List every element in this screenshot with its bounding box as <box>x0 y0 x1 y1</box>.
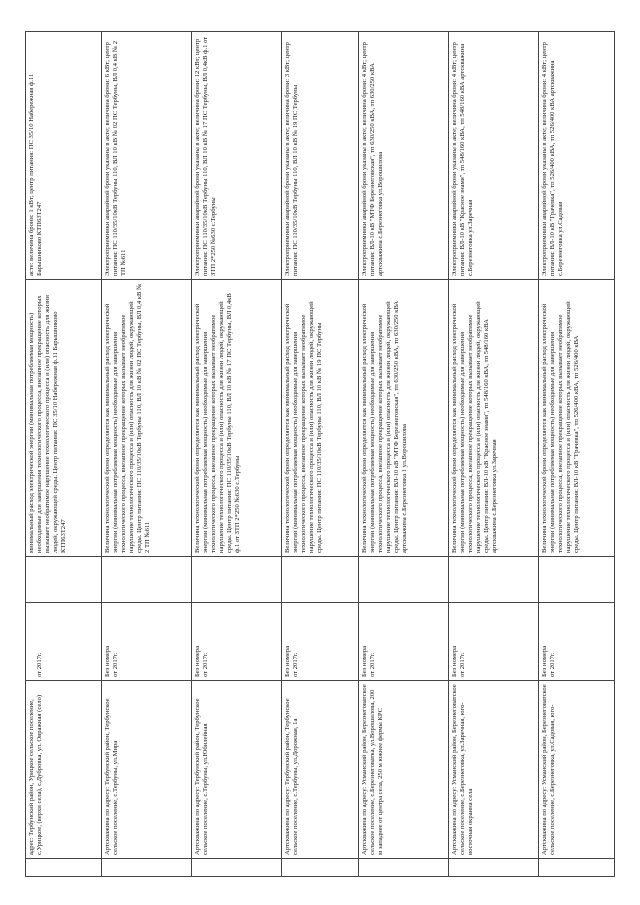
row-index-cell <box>448 859 538 877</box>
emergency-reserve-cell: Электроприемники аварийной брони указаны в акте; величина брони: 4 кВт; центр питания: ВЛ-10 кВ "МТФ Березнеговская", тп 630/250 кВА, тп 630/250 кВА артскважина с.Березнеговка ул.Ворошилова <box>358 32 448 280</box>
address-cell: Артскважина по адресу: Усманский район, Березнеговатское сельское поселение, с.Березнеговатка, ул.Ворошилова, 200 м западнее от центра села, 250 м южнее фермы КРС <box>358 681 448 859</box>
empty-cell <box>358 557 448 603</box>
row-index-cell <box>358 859 448 877</box>
tech-reserve-cell: Величина технологической брони определяется как минимальный расход электрической энергии (минимальная потребляемая мощность) необходимые для завершения технологического процесса, внезапное прекращение которых вызывает необратимое нарушение технологического процесса и (или) опасность для жизни людей, окружающей среды. Центр питания: ПС 110/35/10кВ Тербуны 110, ВЛ 10 кВ № 17 ПС Тербуны, ВЛ 0,4кВ ф.1 от ЗТП 2*250 №630 с.Тербуны <box>192 280 282 557</box>
emergency-reserve-cell: Электроприемники аварийной брони указаны в акте; величина брони: 4 кВт; центр питания: ВЛ-10 кВ "Грачевка", тп 526/400 кВА, тп 526/400 кВА артскважина с.Березнеговка ул.Садовая <box>538 32 614 280</box>
emergency-reserve-cell: Электроприемники аварийной брони указаны в акте; величина брони: 12 кВт; центр питания: ПС 110/35/10кВ Тербуны 110, ВЛ 10 кВ № 17 ПС Тербуны, ВЛ 0,4кВ ф.1 от ЗТП 2*250 №630 с.Тербуны <box>192 32 282 280</box>
empty-cell <box>448 557 538 603</box>
address-cell: Артскважина по адресу: Усманский район, Березнеговатское сельское поселение, с.Березнеговка, ул.Заречная, юго-восточная окраина села <box>448 681 538 859</box>
date-text: от 2017г. <box>368 652 376 677</box>
number-text: Без номера <box>104 645 112 677</box>
table-row <box>358 32 448 877</box>
number-text: Без номера <box>450 645 458 677</box>
number-cell <box>358 603 448 681</box>
empty-cell <box>26 557 102 603</box>
address-cell: Артскважина по адресу: Тербунский район, Тербунское сельское поселение, с.Тербуны, ул.Юбилейная <box>192 681 282 859</box>
number-text: Без номера <box>360 645 368 677</box>
tech-reserve-cell: минимальный расход электрической энергии (минимальная потребляемая мощность) необходимые для завершения технологического процесса, внезапное прекращение которых вызывает необратимое нарушение технологического процесса и (или) опасность для жизни людей, окружающей среды. Центр питания: ПС 35/10 Набережная ф.11 Барышниково КТП63Т247 <box>26 280 102 557</box>
empty-cell <box>192 557 282 603</box>
table-row <box>102 32 192 877</box>
emergency-reserve-cell: Электроприемники аварийной брони указаны в акте; величина брони: 6 кВт; центр питания: ПС 110/35/10кВ Тербуны 110, ВЛ 10 кВ № 02 ПС Тербуны, ВЛ 0,4 кВ № 2 ТП №611 <box>102 32 192 280</box>
date-text: от 2017г. <box>36 652 43 677</box>
date-text: от 2017г. <box>292 652 300 677</box>
date-text: от 2017г. <box>548 652 556 677</box>
rotated-table-container <box>25 32 615 877</box>
number-cell <box>192 603 282 681</box>
row-index-cell <box>282 859 358 877</box>
reserve-table <box>25 31 615 877</box>
number-cell <box>448 603 538 681</box>
address-cell: Артскважина по адресу: Усманский район, Березнеговатское сельское поселение, с.Березнеговка, ул.Садовая, юго- <box>538 681 614 859</box>
table-row <box>26 32 102 877</box>
emergency-reserve-cell: Электроприемники аварийной брони указаны в акте; величина брони: 4 кВт; центр питания: ВЛ-10 кВ "Красное знамя", тп 548/160 кВА, тп 548/160 кВА артскважина с.Березнеговка ул.Заречная <box>448 32 538 280</box>
number-cell <box>102 603 192 681</box>
tech-reserve-cell: Величина технологической брони определяется как минимальный расход электрической энергии (минимальная потребляемая мощность) необходимые для завершения технологического процесса, внезапное прекращение которых вызывает необратимое нарушение технологического процесса и (или) опасность для жизни людей, окружающей среды. Центр питания: ВЛ-10 кВ "МТФ Березнеговская", тп 630/250 кВА, тп 630/250 кВА артскважина с.Березнеговка 1 ул.Ворошилова <box>358 280 448 557</box>
number-text: Без номера <box>540 645 548 677</box>
tech-reserve-cell: Величина технологической брони определяется как минимальный расход электрической энергии (минимальная потребляемая мощность) необходимые для завершения технологического процесса, внезапное прекращение которых вызывает необратимое нарушение технологического процесса и (или) опасность для жизни людей, окружающей среды. Центр питания: ПС 110/35/10кВ Тербуны 110, ВЛ 10 кВ № 02 ПС Тербуны, ВЛ 0,4 кВ № 2 ТП №611 <box>102 280 192 557</box>
table-row <box>282 32 358 877</box>
date-text: от 2017г. <box>458 652 466 677</box>
tech-reserve-cell: Величина технологической брони определяется как минимальный расход электрической энергии (минимальная потребляемая мощность) необходимые для завершения технологического процесса, внезапное прекращение которых вызывает необратимое нарушение технологического процесса и (или) опасность для жизни людей, окружающей среды. Центр питания: ВЛ-10 кВ "Грачевка", тп 526/400 кВА, тп 526/400 кВА <box>538 280 614 557</box>
address-cell: Артскважина по адресу: Тербунский район, Тербунское сельское поселение, с.Тербуны, ул.Дорожная, 1а <box>282 681 358 859</box>
empty-cell <box>538 557 614 603</box>
address-cell: адрес: Тербунский район, Урицкое сельское поселение, с.Урицкое, (верхи села), с.Дубровка, ул. Овражная (село) <box>26 681 102 859</box>
table-row <box>538 32 614 877</box>
table-row <box>448 32 538 877</box>
date-text: от 2017г. <box>202 652 210 677</box>
row-index-cell <box>26 859 102 877</box>
emergency-reserve-cell: асте: величина брони: 1 кВт; центр питания: ПС 35/10 Набережная ф.11 Барышниково КТП63Т247 <box>26 32 102 280</box>
row-index-cell <box>538 859 614 877</box>
empty-cell <box>282 557 358 603</box>
tech-reserve-cell: Величина технологической брони определяется как минимальный расход электрической энергии (минимальная потребляемая мощность) необходимые для завершения технологического процесса, внезапное прекращение которых вызывает необратимое нарушение технологического процесса и (или) опасность для жизни людей, окружающей среды. Центр питания: ПС 110/35/10кВ Тербуны 110, ВЛ 10 кВ № 19 ПС Тербуны <box>282 280 358 557</box>
emergency-reserve-cell: Электроприемники аварийной брони указаны в акте; величина брони: 3 кВт; центр питания: ПС 110/35/10кВ Тербуны 110, ВЛ 10 кВ № 19 ПС Тербуны <box>282 32 358 280</box>
table-row <box>192 32 282 877</box>
number-cell <box>26 603 102 681</box>
number-text: Без номера <box>284 645 292 677</box>
date-text: от 2017г. <box>112 652 120 677</box>
tech-reserve-cell: Величина технологической брони определяется как минимальный расход электрической энергии (минимальная потребляемая мощность) необходимые для завершения технологического процесса, внезапное прекращение которых вызывает необратимое нарушение технологического процесса и (или) опасность для жизни людей, окружающей среды. Центр питания: ВЛ-10 кВ "Красное знамя", тп 548/160 кВА, тп 548/160 кВА артскважина с.Березнеговка ул.Заречная <box>448 280 538 557</box>
number-cell <box>282 603 358 681</box>
number-cell <box>538 603 614 681</box>
empty-cell <box>102 557 192 603</box>
address-cell: Артскважина по адресу: Тербунский район, Тербунское сельское поселение, с.Тербуны, ул.Мира <box>102 681 192 859</box>
row-index-cell <box>102 859 192 877</box>
number-text: Без номера <box>194 645 202 677</box>
row-index-cell <box>192 859 282 877</box>
